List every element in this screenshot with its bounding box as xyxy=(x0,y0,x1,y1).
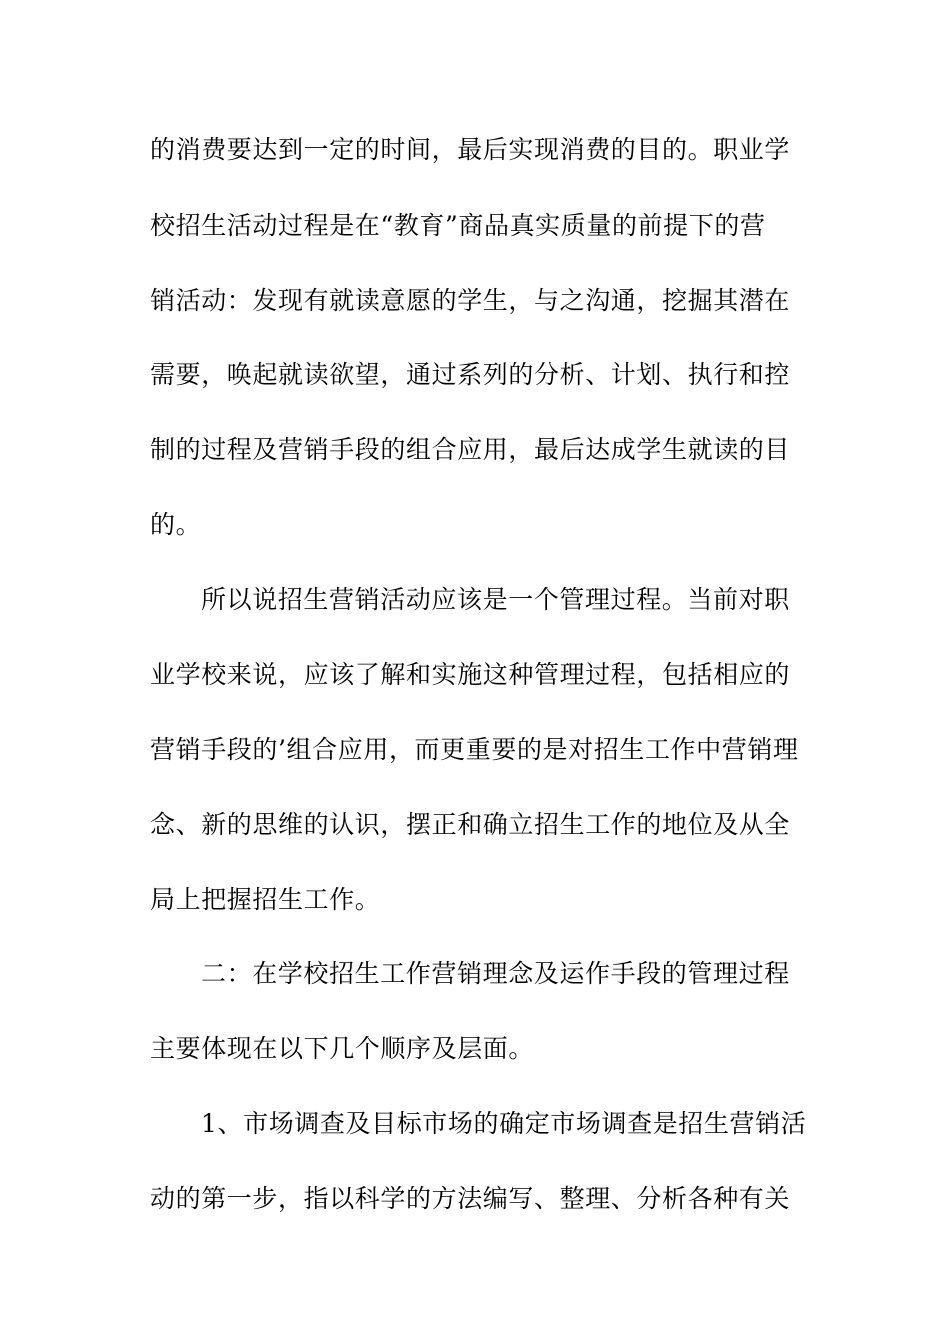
text-line: 念、新的思维的认识，摆正和确立招生工作的地位及从全 xyxy=(150,810,791,839)
text-line: 业学校来说，应该了解和实施这种管理过程，包括相应的 xyxy=(150,660,791,689)
text-line: 局上把握招生工作。 xyxy=(150,885,381,914)
text-line: 的。 xyxy=(150,510,202,539)
text-line: 的消费要达到一定的时间，最后实现消费的目的。职业学 xyxy=(150,135,791,164)
paragraph-first-line: 二：在学校招生工作营销理念及运作手段的管理过程 xyxy=(201,959,790,988)
text-line: 销活动：发现有就读意愿的学生，与之沟通，挖掘其潜在 xyxy=(150,286,791,315)
paragraph-first-line: 1、市场调查及目标市场的确定市场调查是招生营销活 xyxy=(201,1109,807,1138)
text-line: 动的第一步，指以科学的方法编写、整理、分析各种有关 xyxy=(150,1184,791,1213)
text-line: 制的过程及营销手段的组合应用，最后达成学生就读的目 xyxy=(150,435,791,464)
text-line: 营销手段的’组合应用，而更重要的是对招生工作中营销理 xyxy=(150,735,799,764)
paragraph-first-line: 所以说招生营销活动应该是一个管理过程。当前对职 xyxy=(201,585,790,614)
text-line: 主要体现在以下几个顺序及层面。 xyxy=(150,1034,535,1063)
text-line: 需要，唤起就读欲望，通过系列的分析、计划、执行和控 xyxy=(150,360,791,389)
text-line: 校招生活动过程是在“教育”商品真实质量的前提下的营 xyxy=(150,211,766,240)
